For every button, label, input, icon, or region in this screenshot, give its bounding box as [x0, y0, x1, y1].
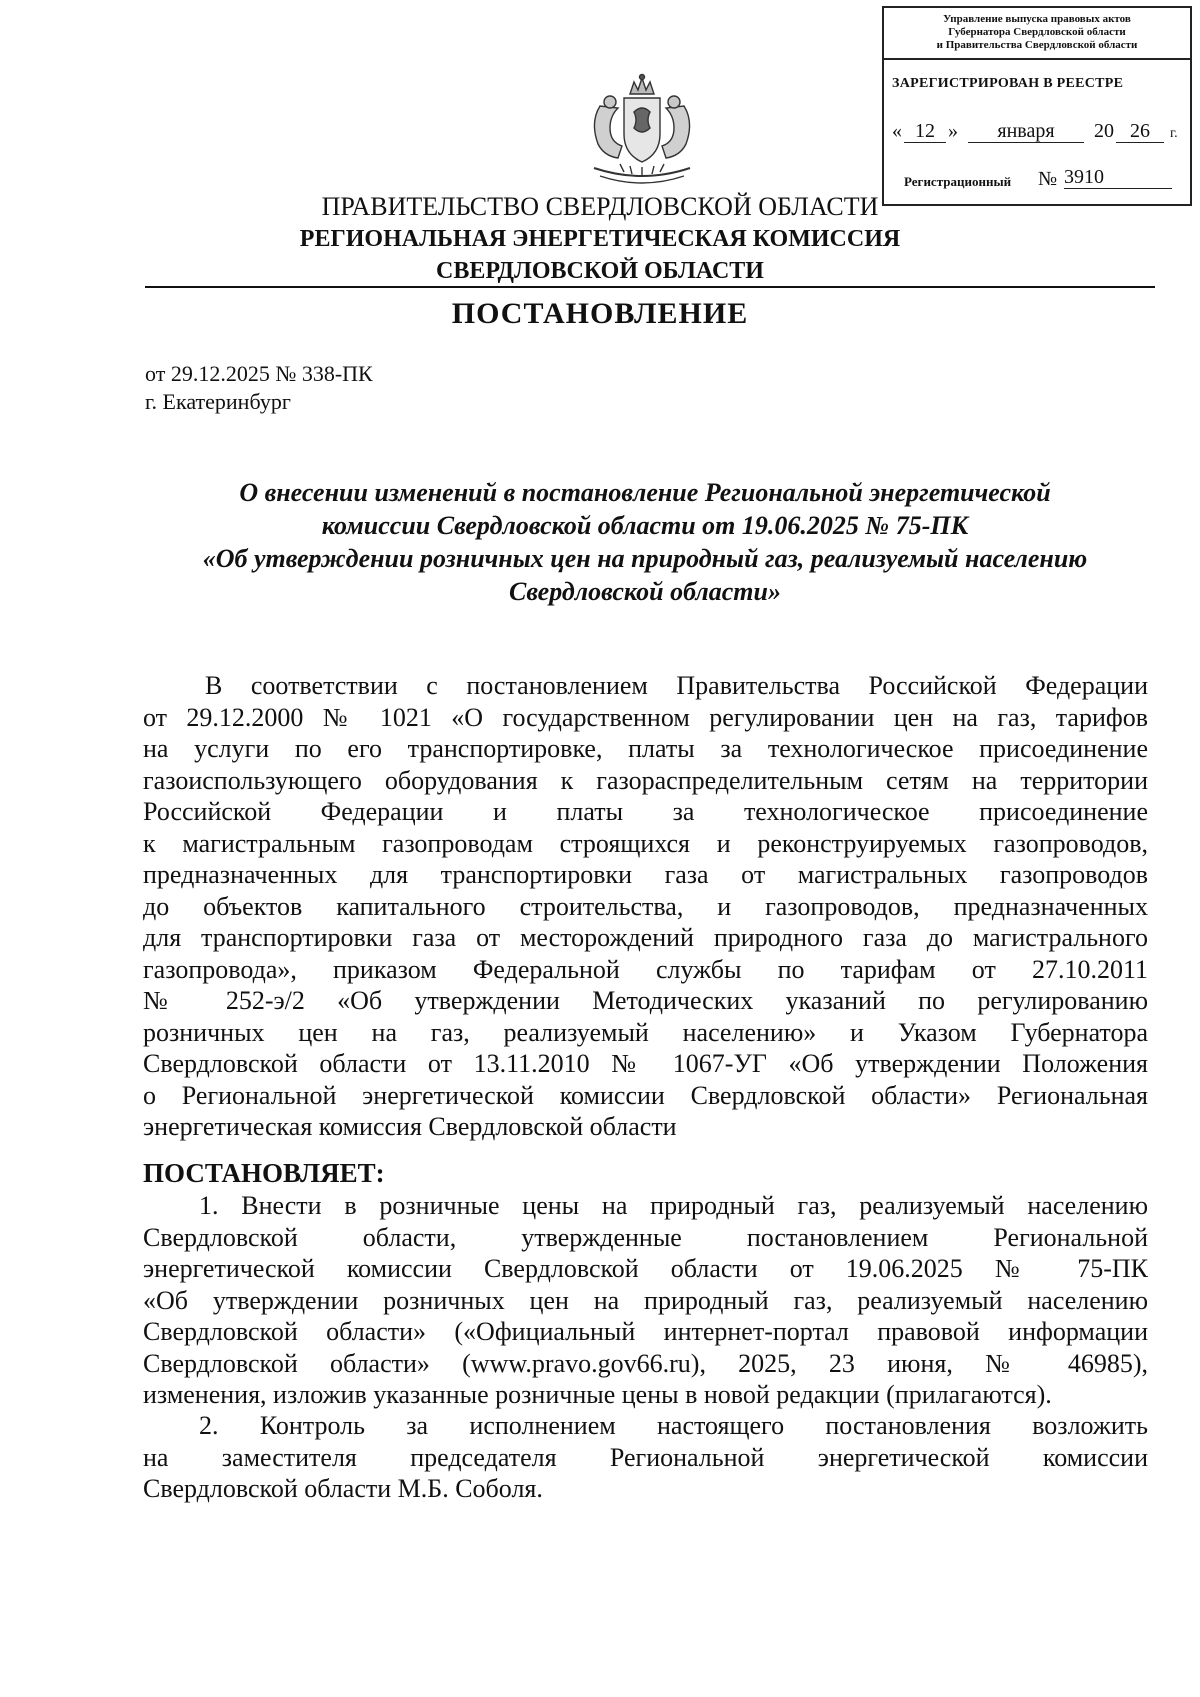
stamp-date [892, 120, 1188, 146]
stamp-day: 12 [904, 120, 946, 143]
preamble-paragraph [143, 670, 1148, 1143]
preamble-line: энергетическая комиссия Свердловской области [143, 1112, 677, 1141]
preamble-line: до объектов капитального строительства, и газопроводов, предназначенных [143, 891, 1148, 921]
item-1-line: изменения, изложив указанные розничные цены в новой редакции (прилагаются). [143, 1380, 1052, 1409]
preamble-line: от 29.12.2000 № 1021 «О государственном регулировании цен на газ, тарифов [143, 702, 1148, 732]
preamble-line: газопровода», приказом Федеральной службы по тарифам от 27.10.2011 [143, 954, 1148, 984]
document-date-number: от 29.12.2025 № 338-ПК [145, 361, 373, 386]
subject-line: комиссии Свердловской области от 19.06.2025 № 75-ПК [321, 511, 969, 540]
stamp-num-sign: № [1038, 168, 1058, 190]
preamble-line: розничных цен на газ, реализуемый населению» и Указом Губернатора [143, 1017, 1148, 1047]
government-name: ПРАВИТЕЛЬСТВО СВЕРДЛОВСКОЙ ОБЛАСТИ [321, 192, 879, 221]
item-2-paragraph [143, 1410, 1148, 1505]
document-subject [145, 476, 1145, 608]
preamble-line: предназначенных для транспортировки газа от магистральных газопроводов [143, 860, 1148, 889]
stamp-quote-close: » [948, 120, 958, 142]
item-1-line: 1. Внести в розничные цены на природный газ, реализуемый населению [199, 1191, 1148, 1220]
decree-word: ПОСТАНОВЛЯЕТ: [143, 1158, 385, 1188]
registration-stamp [882, 6, 1192, 206]
coat-of-arms-emblem [580, 72, 704, 188]
stamp-year-unit: г. [1170, 126, 1178, 141]
stamp-reg-label: Регистрационный [904, 174, 1012, 189]
stamp-month: января [968, 120, 1084, 143]
item-2-line: Свердловской области М.Б. Соболя. [143, 1474, 543, 1503]
preamble-line: о Региональной энергетической комиссии Свердловской области» Региональная [143, 1080, 1148, 1110]
stamp-header [884, 8, 1190, 60]
stamp-registered-label: ЗАРЕГИСТРИРОВАН В РЕЕСТРЕ [892, 76, 1124, 91]
item-2-line: 2. Контроль за исполнением настоящего постановления возложить [199, 1411, 1148, 1440]
preamble-line: Российской Федерации и платы за технологическое присоединение [143, 797, 1148, 826]
item-1-line: Свердловской области, утвержденные постановлением Региональной [143, 1222, 1148, 1252]
document-city: г. Екатеринбург [145, 389, 291, 414]
stamp-reg-number-row [904, 166, 1184, 192]
subject-line: О внесении изменений в постановление Региональной энергетической [239, 478, 1051, 507]
preamble-line: № 252-э/2 «Об утверждении Методических указаний по регулированию [143, 986, 1148, 1015]
item-1-line: энергетической комиссии Свердловской области от 19.06.2025 № 75-ПК [143, 1254, 1148, 1283]
subject-line: «Об утверждении розничных цен на природный газ, реализуемый населению [202, 544, 1088, 573]
stamp-header-line: и Правительства Свердловской области [936, 39, 1138, 51]
commission-name-line-1: РЕГИОНАЛЬНАЯ ЭНЕРГЕТИЧЕСКАЯ КОМИССИЯ [299, 226, 901, 252]
item-1-paragraph [143, 1190, 1148, 1411]
item-1-line: Свердловской области» («Официальный интернет-портал правовой информации [143, 1317, 1148, 1346]
preamble-line: к магистральным газопроводам строящихся и реконструируемых газопроводов, [143, 828, 1148, 858]
commission-name-line-2: СВЕРДЛОВСКОЙ ОБЛАСТИ [436, 258, 764, 284]
document-type-title: ПОСТАНОВЛЕНИЕ [451, 297, 749, 330]
stamp-reg-number: 3910 [1064, 166, 1172, 189]
stamp-header-line: Управление выпуска правовых актов [943, 13, 1131, 25]
stamp-year-prefix: 20 [1094, 120, 1114, 142]
item-1-line: «Об утверждении розничных цен на природный газ, реализуемый населению [143, 1285, 1148, 1315]
preamble-line: газоиспользующего оборудования к газораспределительным сетям на территории [143, 765, 1148, 795]
item-2-line: на заместителя председателя Региональной энергетической комиссии [143, 1442, 1148, 1472]
stamp-header-line: Губернатора Свердловской области [948, 26, 1126, 38]
preamble-line: на услуги по его транспортировке, платы за технологическое присоединение [143, 734, 1148, 763]
preamble-line: для транспортировки газа от месторождений природного газа до магистрального [143, 923, 1148, 952]
subject-line: Свердловской области» [509, 577, 781, 606]
stamp-year-suffix: 26 [1116, 120, 1164, 143]
preamble-line: В соответствии с постановлением Правительства Российской Федерации [205, 671, 1148, 700]
header-divider [145, 286, 1155, 288]
preamble-line: Свердловской области от 13.11.2010 № 1067-УГ «Об утверждении Положения [143, 1049, 1148, 1078]
item-1-line: Свердловской области» (www.pravo.gov66.ru), 2025, 23 июня, № 46985), [143, 1348, 1148, 1378]
stamp-quote-open: « [892, 120, 902, 142]
